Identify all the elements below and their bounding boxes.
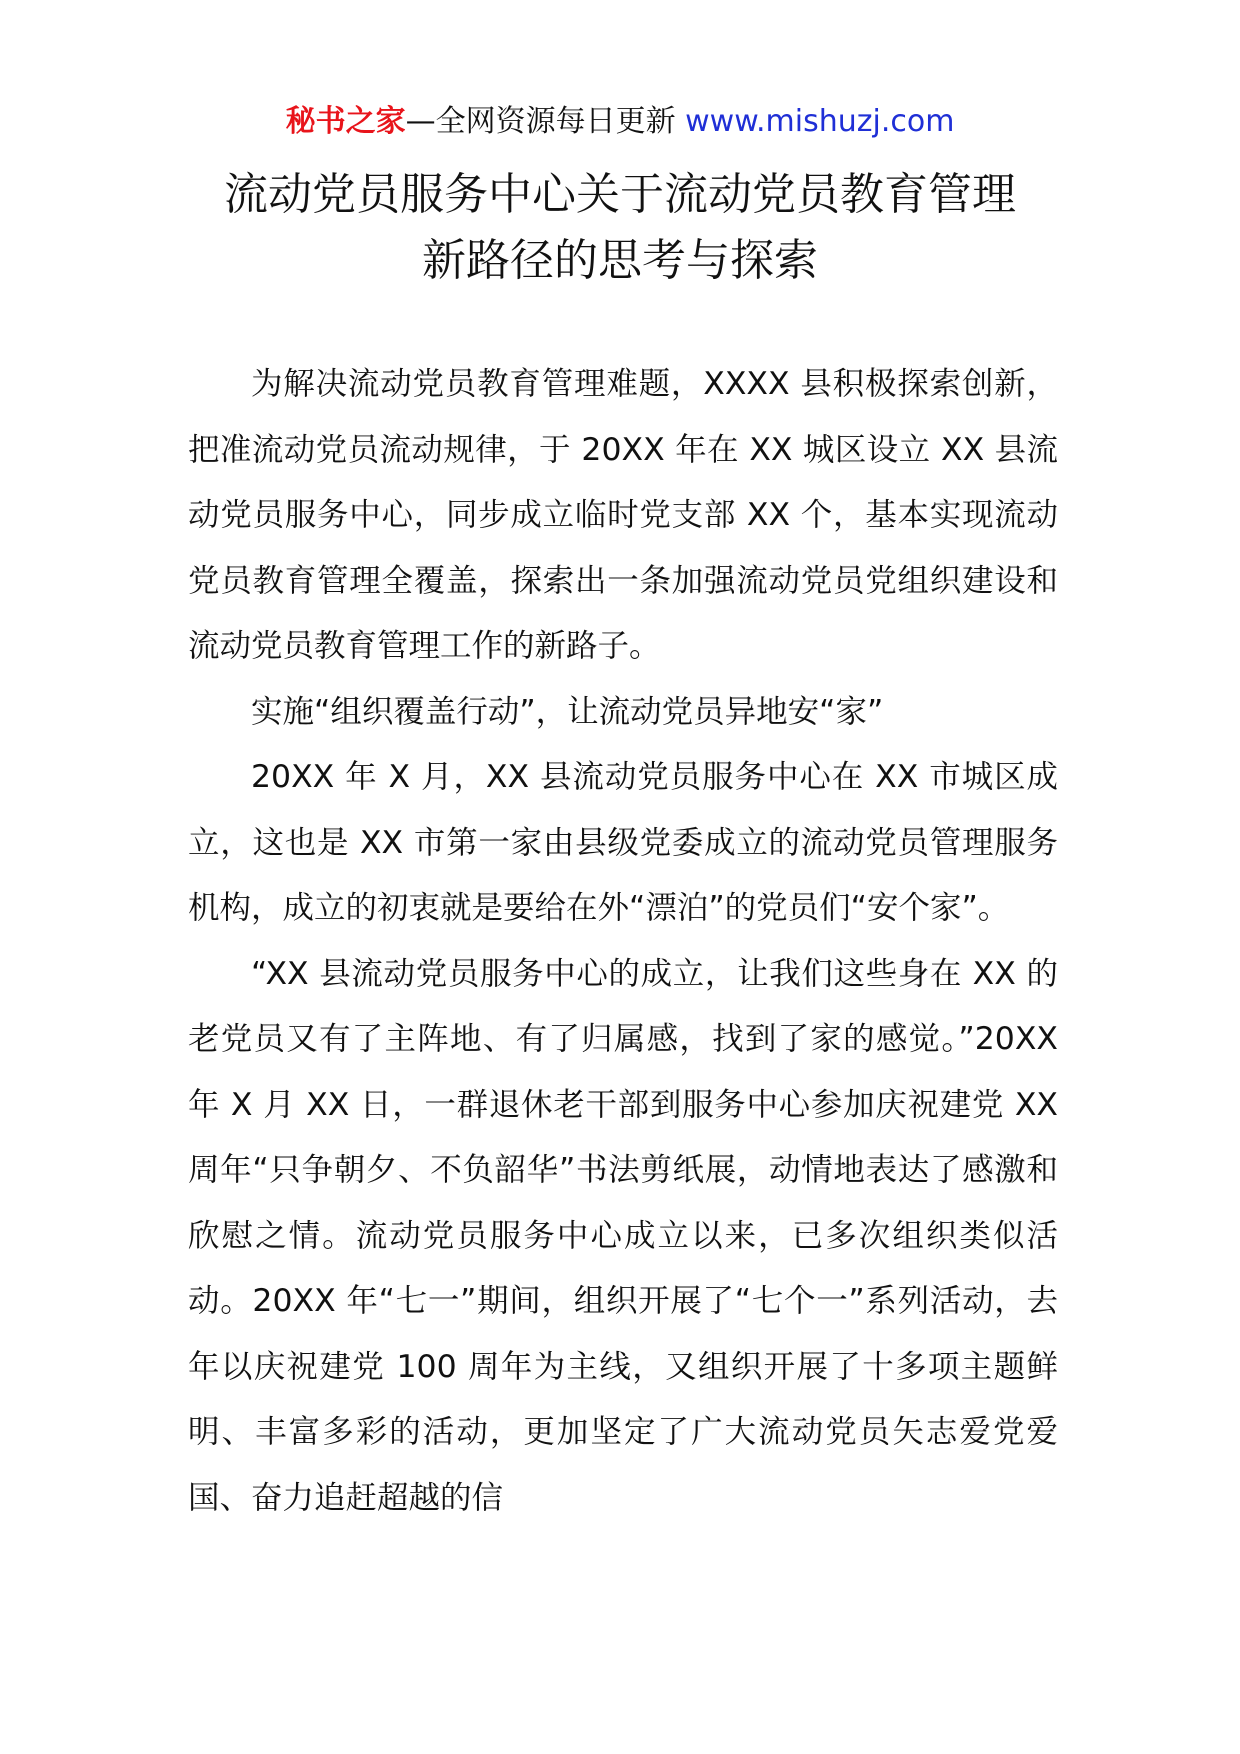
paragraph-founding: 20XX 年 X 月，XX 县流动党员服务中心在 XX 市城区成立，这也是 XX 市第一家由县级党委成立的流动党员管理服务机构，成立的初衷就是要给在外“漂泊”的党员们“安个家”。 xyxy=(188,759,1058,926)
site-brand: 秘书之家 xyxy=(285,104,406,139)
site-header xyxy=(0,100,1240,144)
document-body xyxy=(188,352,1058,1531)
site-tagline: —全网资源每日更新 xyxy=(405,104,676,139)
document-title-line-2: 新路径的思考与探索 xyxy=(422,235,818,286)
document-title-line-1: 流动党员服务中心关于流动党员教育管理 xyxy=(224,169,1016,220)
document-title xyxy=(150,162,1090,294)
section-heading: 实施“组织覆盖行动”，让流动党员异地安“家” xyxy=(251,693,884,730)
paragraph-intro: 为解决流动党员教育管理难题，XXXX 县积极探索创新，把准流动党员流动规律，于 20XX 年在 XX 城区设立 XX 县流动党员服务中心，同步成立临时党支部 XX 个，基本实现流动党员教育管理全覆盖，探索出一条加强流动党员党组织建设和流动党员教育管理工作的新路子。 xyxy=(188,366,1058,664)
site-url-link[interactable]: www.mishuzj.com xyxy=(685,104,955,139)
paragraph-activities: “XX 县流动党员服务中心的成立，让我们这些身在 XX 的老党员又有了主阵地、有了归属感，找到了家的感觉。”20XX 年 X 月 XX 日，一群退休老干部到服务中心参加庆祝建党 XX 周年“只争朝夕、不负韶华”书法剪纸展，动情地表达了感激和欣慰之情。流动党员服务中心成立以来，已多次组织类似活动。20XX 年“七一”期间，组织开展了“七个一”系列活动，去年以庆祝建党 100 周年为主线，又组织开展了十多项主题鲜明、丰富多彩的活动，更加坚定了广大流动党员矢志爱党爱国、奋力追赶超越的信 xyxy=(188,955,1058,1516)
